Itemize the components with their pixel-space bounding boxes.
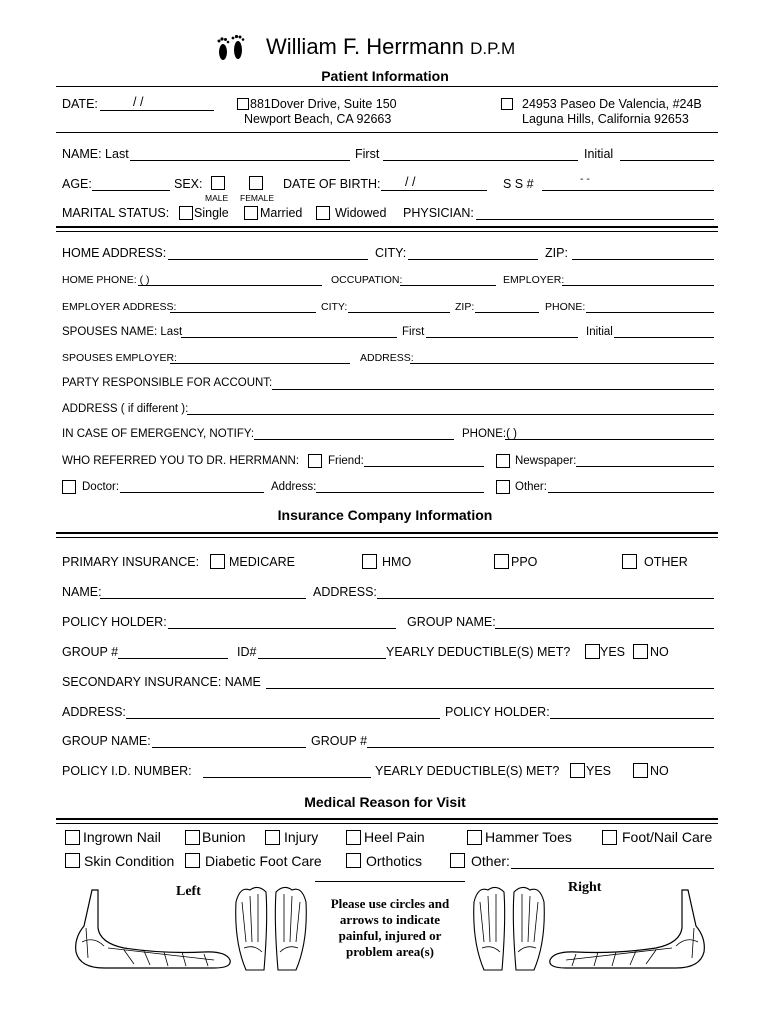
emergency-contact-label: IN CASE OF EMERGENCY, NOTIFY:: [62, 428, 255, 440]
diabetic-foot-care-label: Diabetic Foot Care: [205, 853, 322, 869]
insurance-name-field[interactable]: [100, 598, 306, 599]
right-foot-side-icon: [546, 888, 716, 974]
referral-address-label: Address:: [271, 481, 317, 493]
deductible-no-checkbox[interactable]: [633, 644, 648, 659]
home-phone-label: HOME PHONE: ( ): [62, 274, 150, 286]
id-label: ID#: [237, 645, 257, 659]
divider: [315, 881, 465, 882]
first-name-field[interactable]: [383, 160, 578, 161]
friend-label: Friend:: [328, 455, 364, 467]
emergency-contact-field[interactable]: [254, 439, 454, 440]
instruction-line: arrows to indicate: [339, 912, 441, 927]
office-laguna-line1: 24953 Paseo De Valencia, #24B: [522, 97, 702, 111]
secondary-no-label: NO: [650, 764, 669, 778]
section-title-medical: Medical Reason for Visit: [304, 794, 466, 810]
footprints-logo-icon: [214, 34, 248, 64]
employer-zip-field[interactable]: [475, 312, 539, 313]
date-label: DATE:: [62, 97, 98, 111]
address-different-field[interactable]: [187, 414, 714, 415]
injury-label: Injury: [284, 829, 319, 845]
right-foot-label: Right: [568, 880, 602, 895]
section-title-insurance: Insurance Company Information: [277, 507, 493, 523]
friend-field[interactable]: [364, 466, 484, 467]
insurance-other-checkbox[interactable]: [622, 554, 637, 569]
secondary-group-name-label: GROUP NAME:: [62, 734, 151, 748]
first-name-label: First: [355, 147, 380, 161]
physician-field[interactable]: [476, 219, 714, 220]
spouse-first-label: First: [402, 326, 425, 338]
group-name-field[interactable]: [495, 628, 714, 629]
foot-nail-care-label: Foot/Nail Care: [622, 829, 713, 845]
secondary-deductible-no-checkbox[interactable]: [633, 763, 648, 778]
age-label: AGE:: [62, 177, 92, 191]
secondary-address-label: ADDRESS:: [62, 705, 126, 719]
newspaper-field[interactable]: [576, 466, 714, 467]
widowed-label: Widowed: [335, 206, 387, 220]
reason-other-checkbox[interactable]: [450, 853, 465, 868]
employer-city-label: CITY:: [321, 301, 348, 313]
employer-city-field[interactable]: [348, 312, 450, 313]
newspaper-label: Newspaper:: [515, 455, 577, 467]
ssn-label: S S #: [503, 177, 534, 191]
referral-newspaper-checkbox[interactable]: [496, 454, 510, 468]
spouse-first-field[interactable]: [426, 337, 578, 338]
spouse-address-label: ADDRESS:: [360, 352, 414, 364]
insurance-medicare-checkbox[interactable]: [210, 554, 225, 569]
secondary-policy-holder-field[interactable]: [550, 718, 714, 719]
spouse-employer-field[interactable]: [170, 363, 350, 364]
reason-other-label: Other:: [471, 853, 510, 869]
male-label: MALE: [205, 193, 229, 203]
initial-label: Initial: [584, 147, 614, 161]
secondary-address-field[interactable]: [126, 718, 440, 719]
no-label: NO: [650, 645, 669, 659]
id-field[interactable]: [258, 658, 386, 659]
referral-other-field[interactable]: [548, 492, 714, 493]
reason-injury-checkbox[interactable]: [265, 830, 280, 845]
bunion-label: Bunion: [202, 829, 246, 845]
divider: [56, 132, 718, 133]
reason-ingrown-nail-checkbox[interactable]: [65, 830, 80, 845]
initial-field[interactable]: [620, 160, 714, 161]
referral-friend-checkbox[interactable]: [308, 454, 322, 468]
heel-pain-label: Heel Pain: [364, 829, 425, 845]
emergency-phone-field[interactable]: [505, 439, 714, 440]
employer-field[interactable]: [562, 285, 714, 286]
policy-id-label: POLICY I.D. NUMBER:: [62, 764, 192, 778]
occupation-field[interactable]: [400, 285, 496, 286]
ssn-field[interactable]: [542, 190, 714, 191]
secondary-group-number-field[interactable]: [367, 747, 714, 748]
hammer-toes-label: Hammer Toes: [485, 829, 572, 845]
secondary-insurance-label: SECONDARY INSURANCE: NAME: [62, 675, 261, 689]
secondary-group-number-label: GROUP #: [311, 734, 368, 748]
date-slashes: / /: [133, 95, 144, 109]
office-laguna-checkbox[interactable]: [501, 98, 513, 110]
zip-field[interactable]: [572, 259, 714, 260]
emergency-phone-label: PHONE:( ): [462, 428, 517, 440]
reason-foot-nail-care-checkbox[interactable]: [602, 830, 617, 845]
yearly-deductible-label: YEARLY DEDUCTIBLE(S) MET?: [386, 645, 571, 659]
name-last-label: NAME: Last: [62, 147, 129, 161]
secondary-yes-label: YES: [586, 764, 612, 778]
home-phone-field[interactable]: [138, 285, 322, 286]
secondary-deductible-label: YEARLY DEDUCTIBLE(S) MET?: [375, 764, 560, 778]
group-number-label: GROUP #: [62, 645, 119, 659]
single-label: Single: [194, 206, 229, 220]
group-name-label: GROUP NAME:: [407, 615, 496, 629]
physician-label: PHYSICIAN:: [403, 206, 474, 220]
reason-other-field[interactable]: [511, 868, 714, 869]
divider: [56, 823, 718, 824]
last-name-field[interactable]: [130, 160, 350, 161]
date-field[interactable]: [100, 110, 214, 111]
sex-male-checkbox[interactable]: [211, 176, 225, 190]
doctor-name: William F. Herrmann D.P.M: [266, 34, 516, 59]
marital-married-checkbox[interactable]: [244, 206, 258, 220]
sex-female-checkbox[interactable]: [249, 176, 263, 190]
divider: [56, 537, 718, 538]
secondary-group-name-field[interactable]: [152, 747, 306, 748]
referral-doctor-checkbox[interactable]: [62, 480, 76, 494]
policy-id-field[interactable]: [203, 777, 371, 778]
spouse-initial-field[interactable]: [614, 337, 714, 338]
spouse-address-field[interactable]: [410, 363, 714, 364]
divider: [56, 86, 718, 87]
reason-skin-condition-checkbox[interactable]: [65, 853, 80, 868]
section-title-patient: Patient Information: [321, 68, 449, 84]
left-foot-side-icon: [64, 888, 234, 974]
divider: [56, 532, 718, 534]
dob-field[interactable]: [381, 190, 487, 191]
insurance-ppo-checkbox[interactable]: [494, 554, 509, 569]
instruction-line: Please use circles and: [330, 896, 450, 911]
address-different-label: ADDRESS ( if different ):: [62, 403, 189, 415]
secondary-name-field[interactable]: [266, 688, 714, 689]
home-address-field[interactable]: [168, 259, 368, 260]
employer-zip-label: ZIP:: [455, 301, 475, 313]
office-newport-line2: Newport Beach, CA 92663: [244, 112, 392, 126]
city-field[interactable]: [408, 259, 538, 260]
reason-orthotics-checkbox[interactable]: [346, 853, 361, 868]
referral-address-field[interactable]: [316, 492, 484, 493]
employer-address-field[interactable]: [170, 312, 316, 313]
occupation-label: OCCUPATION:: [331, 274, 403, 286]
referral-other-label: Other:: [515, 481, 547, 493]
reason-bunion-checkbox[interactable]: [185, 830, 200, 845]
hmo-label: HMO: [382, 555, 412, 569]
employer-address-label: EMPLOYER ADDRESS:: [62, 301, 177, 313]
female-label: FEMALE: [240, 193, 275, 203]
group-number-field[interactable]: [118, 658, 228, 659]
insurance-other-label: OTHER: [644, 555, 688, 569]
reason-heel-pain-checkbox[interactable]: [346, 830, 361, 845]
spouse-initial-label: Initial: [586, 326, 613, 338]
skin-condition-label: Skin Condition: [84, 853, 175, 869]
secondary-policy-holder-label: POLICY HOLDER:: [445, 705, 550, 719]
sex-label: SEX:: [174, 177, 203, 191]
reason-diabetic-checkbox[interactable]: [185, 853, 200, 868]
spouse-employer-label: SPOUSES EMPLOYER:: [62, 352, 177, 364]
spouse-name-label: SPOUSES NAME: Last: [62, 326, 183, 338]
medicare-label: MEDICARE: [229, 555, 295, 569]
employer-phone-label: PHONE:: [545, 301, 586, 313]
insurance-name-label: NAME:: [62, 585, 102, 599]
employer-phone-field[interactable]: [586, 312, 714, 313]
divider: [56, 231, 718, 232]
office-newport-line1: 881Dover Drive, Suite 150: [250, 97, 397, 111]
primary-insurance-label: PRIMARY INSURANCE:: [62, 555, 200, 569]
ssn-dashes: - -: [580, 173, 590, 185]
party-responsible-label: PARTY RESPONSIBLE FOR ACCOUNT:: [62, 377, 273, 389]
diagram-instructions: [300, 896, 480, 960]
married-label: Married: [260, 206, 303, 220]
yes-label: YES: [600, 645, 626, 659]
dob-slashes: / /: [405, 175, 416, 189]
ppo-label: PPO: [511, 555, 538, 569]
marital-single-checkbox[interactable]: [179, 206, 193, 220]
insurance-address-field[interactable]: [377, 598, 714, 599]
referral-other-checkbox[interactable]: [496, 480, 510, 494]
policy-holder-field[interactable]: [168, 628, 396, 629]
employer-label: EMPLOYER:: [503, 274, 565, 286]
zip-label: ZIP:: [545, 246, 568, 260]
referral-label: WHO REFERRED YOU TO DR. HERRMANN:: [62, 455, 300, 467]
divider: [56, 226, 718, 228]
divider: [56, 818, 718, 820]
policy-holder-label: POLICY HOLDER:: [62, 615, 167, 629]
office-newport-checkbox[interactable]: [237, 98, 249, 110]
home-address-label: HOME ADDRESS:: [62, 246, 167, 260]
city-label: CITY:: [375, 246, 407, 260]
instruction-line: painful, injured or: [338, 928, 442, 943]
orthotics-label: Orthotics: [366, 853, 423, 869]
office-laguna-line2: Laguna Hills, California 92653: [522, 112, 689, 126]
reason-hammer-toes-checkbox[interactable]: [467, 830, 482, 845]
deductible-yes-checkbox[interactable]: [585, 644, 600, 659]
dob-label: DATE OF BIRTH:: [283, 177, 381, 191]
doctor-label: Doctor:: [82, 481, 120, 493]
marital-status-label: MARITAL STATUS:: [62, 206, 170, 220]
ingrown-nail-label: Ingrown Nail: [83, 829, 161, 845]
secondary-deductible-yes-checkbox[interactable]: [570, 763, 585, 778]
insurance-address-label: ADDRESS:: [313, 585, 377, 599]
age-field[interactable]: [92, 190, 170, 191]
marital-widowed-checkbox[interactable]: [316, 206, 330, 220]
doctor-field[interactable]: [120, 492, 264, 493]
doctor-credential: D.P.M: [470, 39, 516, 58]
insurance-hmo-checkbox[interactable]: [362, 554, 377, 569]
spouse-last-field[interactable]: [181, 337, 397, 338]
party-responsible-field[interactable]: [272, 389, 714, 390]
instruction-line: problem area(s): [346, 944, 434, 959]
left-foot-label: Left: [176, 884, 201, 899]
